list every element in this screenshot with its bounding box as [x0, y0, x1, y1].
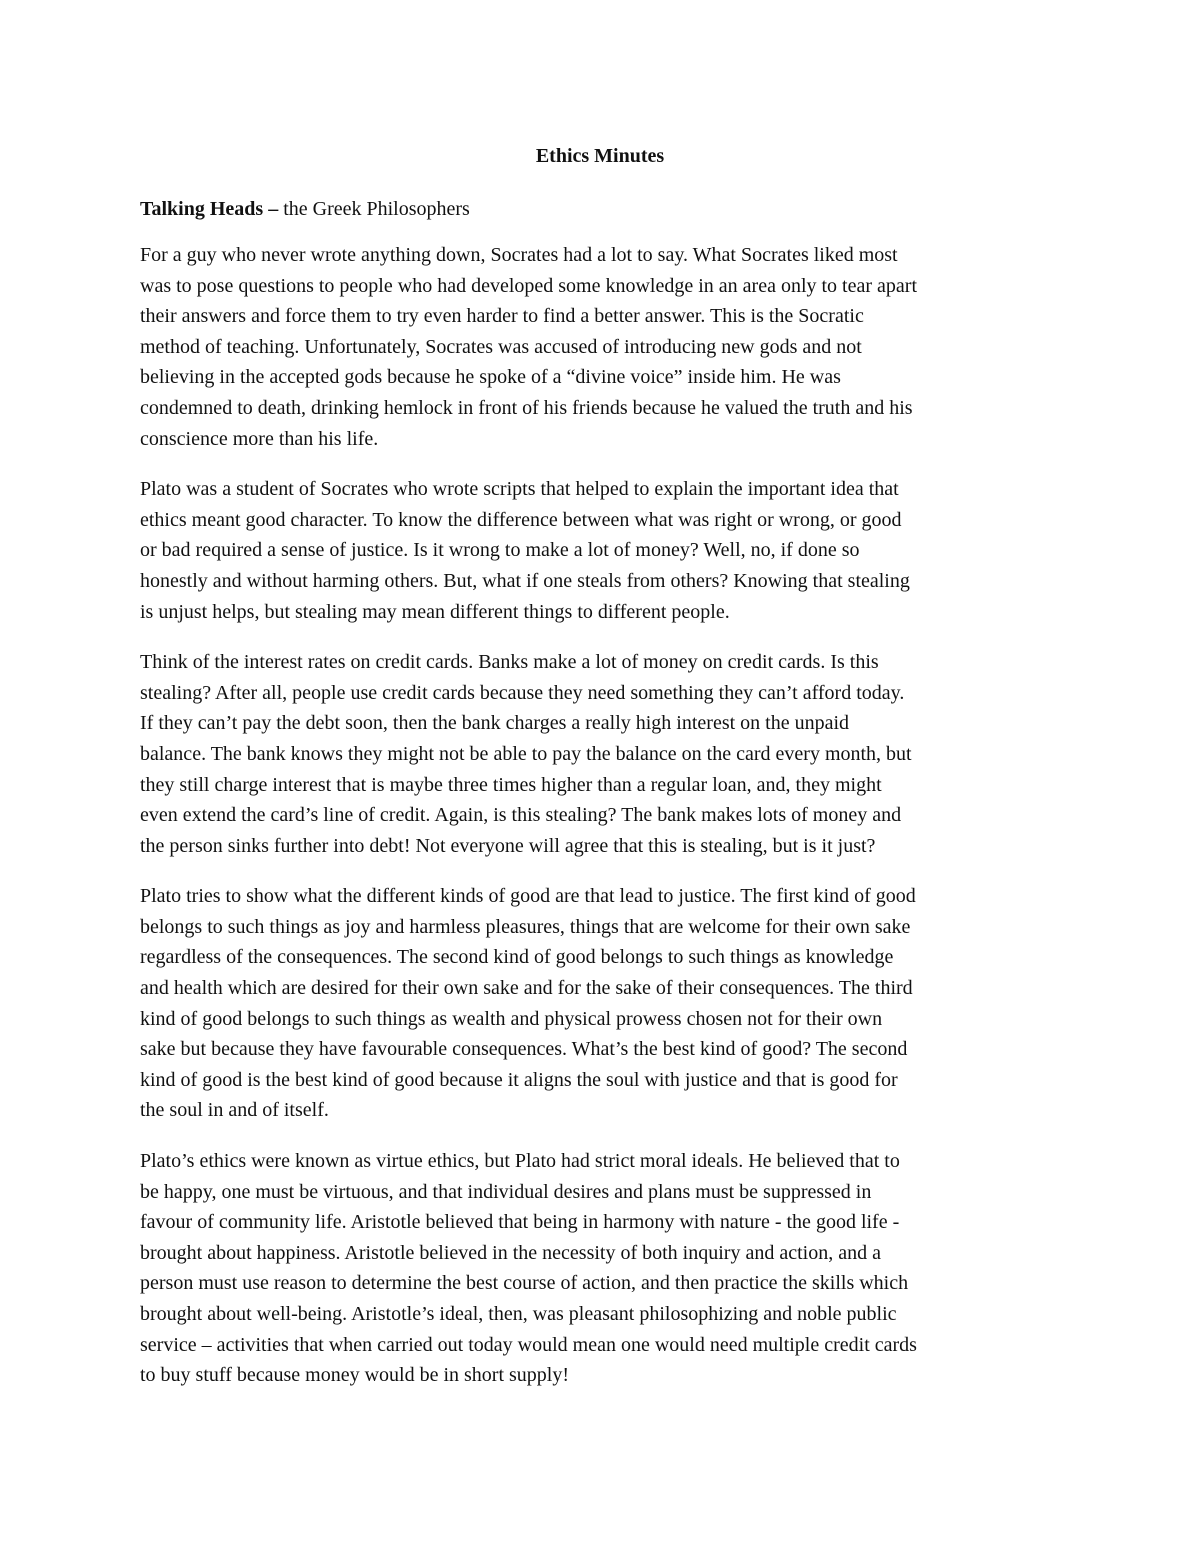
text-line: stealing? After all, people use credit cards because they need something they can’t afford today. [140, 681, 905, 704]
text-line: be happy, one must be virtuous, and that individual desires and plans must be suppressed in [140, 1180, 872, 1203]
text-line: sake but because they have favourable consequences. What’s the best kind of good? The second [140, 1038, 908, 1061]
text-line: Plato tries to show what the different kinds of good are that lead to justice. The first kind of good [140, 885, 916, 908]
text-line: Plato was a student of Socrates who wrote scripts that helped to explain the important idea that [140, 478, 899, 501]
text-line: to buy stuff because money would be in short supply! [140, 1364, 570, 1387]
section-heading-regular: the Greek Philosophers [278, 198, 470, 220]
text-line: brought about well-being. Aristotle’s ideal, then, was pleasant philosophizing and noble public [140, 1303, 897, 1325]
text-line: condemned to death, drinking hemlock in front of his friends because he valued the truth and his [140, 396, 913, 419]
text-line: is unjust helps, but stealing may mean different things to different people. [140, 600, 730, 623]
text-line: Think of the interest rates on credit cards. Banks make a lot of money on credit cards. Is this [140, 651, 879, 674]
text-line: brought about happiness. Aristotle believed in the necessity of both inquiry and action, and a [140, 1241, 881, 1264]
text-line: honestly and without harming others. But, what if one steals from others? Knowing that stealing [140, 569, 910, 592]
text-line: method of teaching. Unfortunately, Socrates was accused of introducing new gods and not [140, 335, 862, 358]
text-line: they still charge interest that is maybe three times higher than a regular loan, and, they might [140, 773, 882, 796]
text-line: or bad required a sense of justice. Is it wrong to make a lot of money? Well, no, if done so [140, 539, 860, 562]
text-line: For a guy who never wrote anything down, Socrates had a lot to say. What Socrates liked most [140, 244, 898, 266]
text-line: ethics meant good character. To know the difference between what was right or wrong, or good [140, 508, 902, 531]
text-line: regardless of the consequences. The second kind of good belongs to such things as knowledge [140, 946, 894, 969]
text-line: person must use reason to determine the best course of action, and then practice the skills which [140, 1272, 909, 1295]
text-line: If they can’t pay the debt soon, then the bank charges a really high interest on the unpaid [140, 712, 850, 735]
paragraph-credit-cards [140, 647, 1065, 861]
paragraph-plato-student [140, 474, 1065, 627]
paragraph-socrates [140, 240, 1065, 454]
text-line: was to pose questions to people who had developed some knowledge in an area only to tear apart [140, 274, 918, 297]
text-line: service – activities that when carried out today would mean one would need multiple credit cards [140, 1333, 917, 1356]
text-line: their answers and force them to try even harder to find a better answer. This is the Socratic [140, 305, 864, 328]
text-line: balance. The bank knows they might not be able to pay the balance on the card every month, but [140, 742, 912, 765]
text-line: kind of good is the best kind of good because it aligns the soul with justice and that is good for [140, 1068, 898, 1091]
text-line: Plato’s ethics were known as virtue ethics, but Plato had strict moral ideals. He believed that to [140, 1150, 900, 1173]
section-heading [140, 193, 470, 225]
text-line: and health which are desired for their own sake and for the sake of their consequences. The third [140, 977, 913, 1000]
text-line: the soul in and of itself. [140, 1099, 329, 1122]
text-line: favour of community life. Aristotle believed that being in harmony with nature - the good life - [140, 1211, 900, 1234]
text-line: even extend the card’s line of credit. Again, is this stealing? The bank makes lots of money and [140, 804, 902, 827]
paragraph-virtue-ethics [140, 1146, 1065, 1391]
text-line: kind of good belongs to such things as wealth and physical prowess chosen not for their own [140, 1007, 883, 1030]
document-title: Ethics Minutes [535, 145, 665, 167]
text-line: the person sinks further into debt! Not everyone will agree that this is stealing, but is it just? [140, 834, 876, 857]
paragraph-kinds-of-good [140, 881, 1065, 1126]
text-line: belongs to such things as joy and harmless pleasures, things that are welcome for their own sake [140, 915, 911, 938]
text-line: believing in the accepted gods because he spoke of a “divine voice” inside him. He was [140, 366, 841, 389]
section-heading-bold: Talking Heads – [140, 198, 279, 220]
text-line: conscience more than his life. [140, 427, 379, 450]
body-text [140, 240, 1065, 1411]
